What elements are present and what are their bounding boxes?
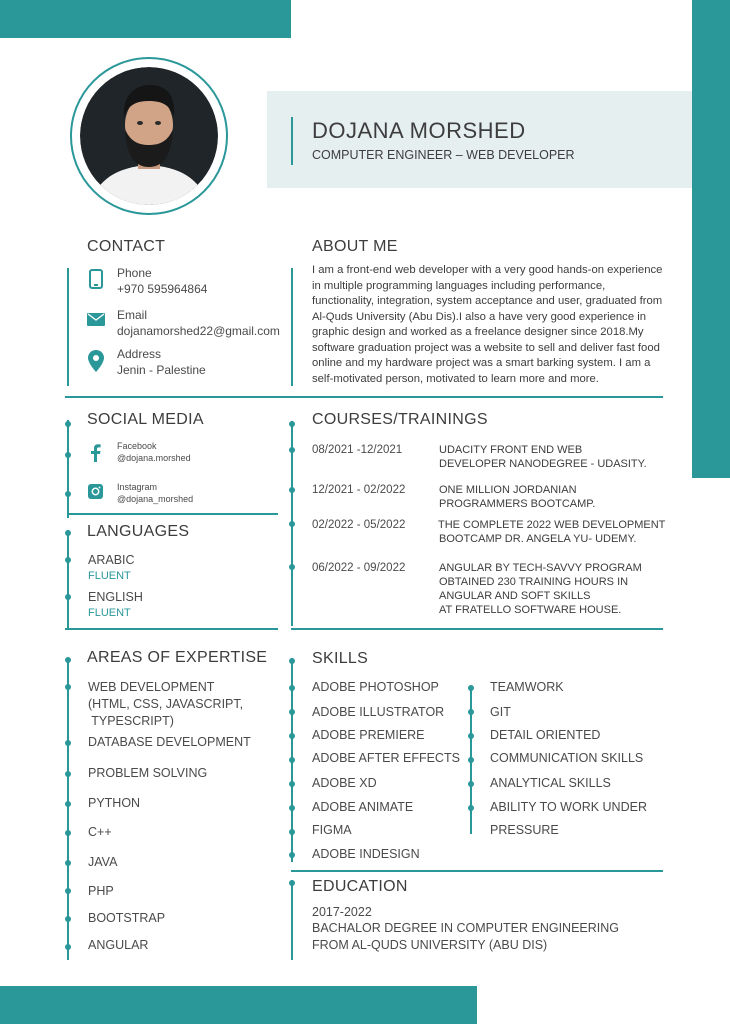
social-dot: [65, 421, 71, 427]
person-name: DOJANA MORSHED: [312, 118, 526, 143]
instagram-handle[interactable]: @dojana_morshed: [117, 494, 194, 504]
social-title: SOCIAL MEDIA: [87, 411, 204, 428]
expertise-item: JAVA: [88, 855, 118, 869]
language-name: ENGLISH: [88, 590, 143, 604]
languages-title: LANGUAGES: [87, 523, 190, 540]
expertise-item: ANGULAR: [88, 938, 149, 952]
contact-title: CONTACT: [87, 238, 166, 255]
skill-item: ADOBE PREMIERE: [312, 728, 425, 742]
course-date: 06/2022 - 09/2022: [312, 562, 406, 574]
language-name: ARABIC: [88, 553, 135, 567]
course-line: PROGRAMMERS BOOTCAMP.: [439, 498, 596, 510]
course-line: AT FRATELLO SOFTWARE HOUSE.: [439, 604, 622, 616]
about-text: I am a front-end web developer with a very good hands-on experience in multiple programming languages including performance, functionality, integration, system acceptance and user, graduated from Al-Quds University (Abu Dis).I also a have very good experience in graphic design and worked as a freelance designer since 2018.My software graduation project was a website to sell and deliver fast food online and my hardware project was a smart barking system. I am a self-motivated person, motivated to learn more and more.: [312, 264, 663, 385]
skill-item: ADOBE PHOTOSHOP: [312, 680, 439, 694]
skills-dot: [468, 685, 474, 691]
expertise-dot: [65, 771, 71, 777]
expertise-item: PROBLEM SOLVING: [88, 766, 208, 780]
expertise-item: TYPESCRIPT): [88, 714, 174, 728]
language-dot: [65, 557, 71, 563]
expertise-item: PYTHON: [88, 796, 141, 810]
skills-dot: [468, 805, 474, 811]
course-dot: [289, 521, 295, 527]
skill-item: ADOBE ANIMATE: [312, 800, 414, 814]
expertise-dot: [65, 860, 71, 866]
language-dot: [65, 594, 71, 600]
course-dot: [289, 447, 295, 453]
skills-dot: [289, 685, 295, 691]
course-dot: [289, 421, 295, 427]
education-title: EDUCATION: [312, 878, 408, 895]
skills-dot: [468, 709, 474, 715]
about-title: ABOUT ME: [312, 238, 398, 255]
education-years: 2017-2022: [312, 905, 372, 919]
course-dot: [289, 564, 295, 570]
language-level: FLUENT: [88, 607, 131, 619]
skill-item: FIGMA: [312, 823, 352, 837]
skills-dot: [289, 829, 295, 835]
course-line: ONE MILLION JORDANIAN: [439, 484, 577, 496]
course-date: 12/2021 - 02/2022: [312, 484, 406, 496]
expertise-line: [67, 658, 69, 960]
expertise-item: PHP: [88, 884, 114, 898]
social-dot: [65, 452, 71, 458]
email-value[interactable]: dojanamorshed22@gmail.com: [117, 324, 280, 338]
skills-dot: [468, 781, 474, 787]
skill-item: ADOBE ILLUSTRATOR: [312, 705, 445, 719]
education-line: [291, 880, 293, 960]
address-value: Jenin - Palestine: [117, 363, 206, 377]
education-dot: [289, 880, 295, 886]
skills-dot: [289, 709, 295, 715]
course-dot: [289, 487, 295, 493]
address-label: Address: [117, 347, 162, 361]
instagram-icon[interactable]: [88, 484, 103, 504]
social-dot: [65, 491, 71, 497]
expertise-dot: [65, 888, 71, 894]
course-date: 08/2021 -12/2021: [312, 444, 403, 456]
expertise-dot: [65, 801, 71, 807]
expertise-dot: [65, 740, 71, 746]
skill-item: PRESSURE: [490, 823, 559, 837]
mail-icon: [87, 313, 105, 331]
skill-item: ADOBE XD: [312, 776, 377, 790]
course-line: ANGULAR AND SOFT SKILLS: [439, 590, 591, 602]
skills-dot: [468, 757, 474, 763]
expertise-item: C++: [88, 825, 112, 839]
skill-item: GIT: [490, 705, 511, 719]
expertise-dot: [65, 684, 71, 690]
social-divider: [67, 513, 278, 515]
expertise-title: AREAS OF EXPERTISE: [87, 649, 268, 666]
facebook-label: Facebook: [117, 441, 157, 451]
skills-dot: [289, 733, 295, 739]
languages-divider: [65, 628, 278, 630]
location-pin-icon: [88, 350, 104, 377]
course-line: THE COMPLETE 2022 WEB DEVELOPMENT: [438, 519, 666, 531]
bottom-bar: [0, 986, 477, 1024]
about-line: [291, 268, 293, 386]
expertise-item: DATABASE DEVELOPMENT: [88, 735, 251, 749]
expertise-item: BOOTSTRAP: [88, 911, 166, 925]
course-date: 02/2022 - 05/2022: [312, 519, 406, 531]
course-line: UDACITY FRONT END WEB: [439, 444, 583, 456]
expertise-dot: [65, 830, 71, 836]
email-label: Email: [117, 308, 148, 322]
education-degree: BACHALOR DEGREE IN COMPUTER ENGINEERING: [312, 921, 619, 935]
skill-item: ADOBE INDESIGN: [312, 847, 420, 861]
phone-icon: [89, 269, 103, 294]
skills-dot: [289, 852, 295, 858]
course-line: ANGULAR BY TECH-SAVVY PROGRAM: [439, 562, 642, 574]
header-accent-line: [291, 117, 293, 165]
profile-photo: [70, 57, 228, 215]
expertise-item: (HTML, CSS, JAVASCRIPT,: [88, 697, 244, 711]
contact-line: [67, 268, 69, 386]
education-university: FROM AL-QUDS UNIVERSITY (ABU DIS): [312, 938, 548, 952]
skill-item: TEAMWORK: [490, 680, 564, 694]
social-line: [67, 420, 69, 518]
languages-line: [67, 530, 69, 628]
skill-item: ANALYTICAL SKILLS: [490, 776, 611, 790]
skills-dot: [289, 805, 295, 811]
phone-value[interactable]: +970 595964864: [117, 282, 208, 296]
expertise-item: WEB DEVELOPMENT: [88, 680, 215, 694]
expertise-dot: [65, 916, 71, 922]
divider-top: [65, 396, 663, 398]
skills-dot: [289, 757, 295, 763]
course-line: DEVELOPER NANODEGREE - UDASITY.: [439, 458, 647, 470]
courses-divider: [291, 628, 663, 630]
expertise-dot: [65, 944, 71, 950]
courses-title: COURSES/TRAININGS: [312, 411, 488, 428]
right-side-bar: [692, 0, 730, 478]
skills-dot: [468, 733, 474, 739]
job-title: COMPUTER ENGINEER – WEB DEVELOPER: [312, 148, 575, 162]
skills-dot: [289, 658, 295, 664]
course-line: BOOTCAMP DR. ANGELA YU- UDEMY.: [439, 533, 637, 545]
expertise-dot: [65, 657, 71, 663]
course-line: OBTAINED 230 TRAINING HOURS IN: [439, 576, 629, 588]
language-dot: [65, 530, 71, 536]
skill-item: COMMUNICATION SKILLS: [490, 751, 644, 765]
instagram-label: Instagram: [117, 482, 158, 492]
facebook-handle[interactable]: @dojana.morshed: [117, 453, 191, 463]
language-level: FLUENT: [88, 570, 131, 582]
facebook-icon[interactable]: [89, 444, 101, 467]
top-left-bar: [0, 0, 291, 38]
skill-item: DETAIL ORIENTED: [490, 728, 601, 742]
skill-item: ADOBE AFTER EFFECTS: [312, 751, 460, 765]
phone-label: Phone: [117, 266, 152, 280]
skills-dot: [289, 781, 295, 787]
skill-item: ABILITY TO WORK UNDER: [490, 800, 647, 814]
skills-divider: [291, 870, 663, 872]
skills-title: SKILLS: [312, 650, 369, 667]
